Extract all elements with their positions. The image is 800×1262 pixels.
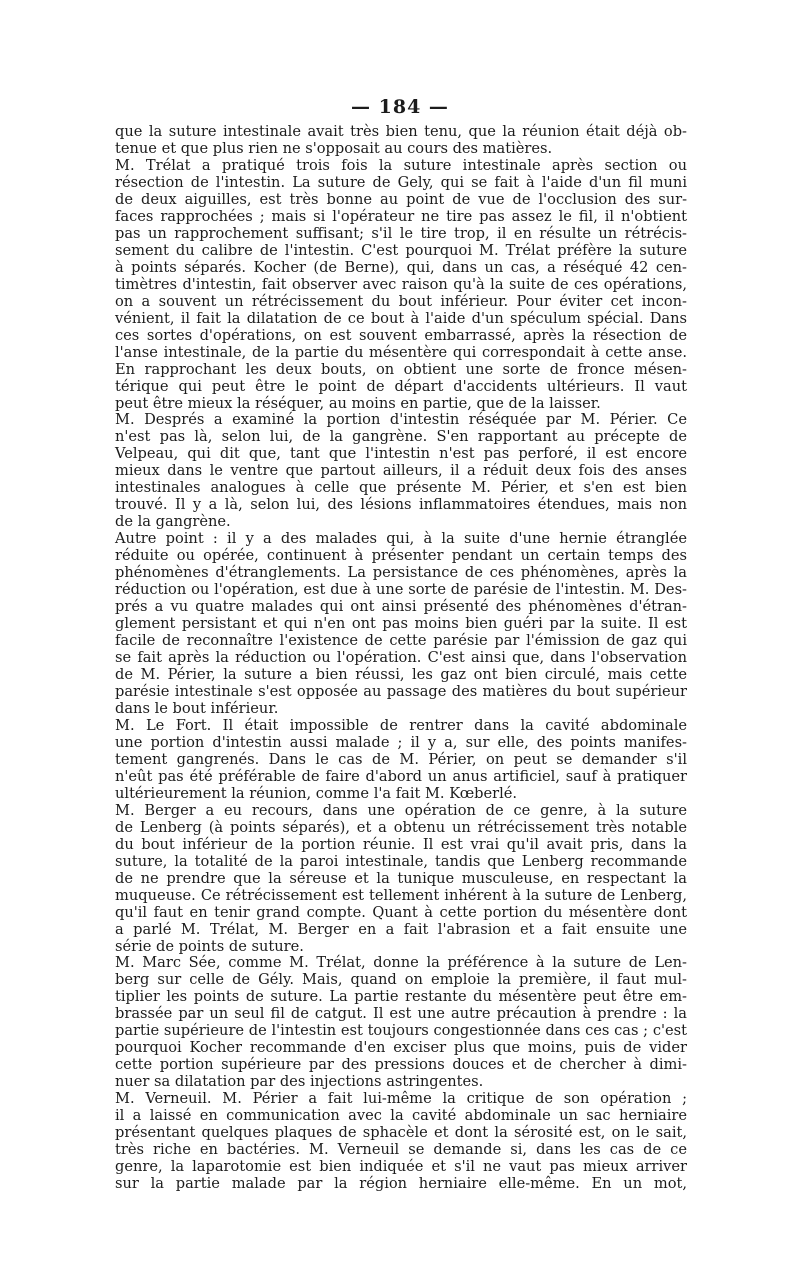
text-line: nuer sa dilatation par des injections astringentes. bbox=[115, 1073, 484, 1091]
text-line: M. Le Fort. Il était impossible de rentrer dans la cavité abdominale bbox=[115, 716, 687, 734]
text-line: Velpeau, qui dit que, tant que l'intestin n'est pas perforé, il est encore bbox=[115, 445, 687, 463]
text-line: peut être mieux la réséquer, au moins en partie, que de la laisser. bbox=[115, 394, 601, 412]
text-line: il a laissé en communication avec la cavité abdominale un sac herniaire bbox=[115, 1107, 687, 1125]
text-line: En rapprochant les deux bouts, on obtient une sorte de fronce mésen- bbox=[115, 360, 687, 378]
text-line: pas un rapprochement suffisant; s'il le tire trop, il en résulte un rétrécis- bbox=[115, 224, 687, 242]
text-line: de ne prendre que la séreuse et la tunique musculeuse, en respectant la bbox=[115, 869, 687, 887]
text-line: timètres d'intestin, fait observer avec raison qu'à la suite de ces opérations, bbox=[115, 275, 687, 293]
text-line: n'eût pas été préférable de faire d'abord un anus artificiel, sauf à pratiquer bbox=[115, 767, 687, 785]
text-line: présentant quelques plaques de sphacèle et dont la sérosité est, on le sait, bbox=[115, 1124, 687, 1142]
text-line: série de points de suture. bbox=[115, 937, 304, 955]
text-line: de deux aiguilles, est très bonne au point de vue de l'occlusion des sur- bbox=[115, 190, 687, 208]
text-line: parésie intestinale s'est opposée au passage des matières du bout supérieur bbox=[115, 682, 687, 700]
text-line: qu'il faut en tenir grand compte. Quant à cette portion du mésentère dont bbox=[115, 903, 687, 921]
text-line: dans le bout inférieur. bbox=[115, 699, 279, 717]
text-line: prés a vu quatre malades qui ont ainsi présenté des phénomènes d'étran- bbox=[115, 598, 687, 616]
text-line: à points séparés. Kocher (de Berne), qui, dans un cas, a réséqué 42 cen- bbox=[115, 258, 687, 276]
text-line: brassée par un seul fil de catgut. Il est une autre précaution à prendre : la bbox=[115, 1005, 687, 1023]
text-line: l'anse intestinale, de la partie du mésentère qui correspondait à cette anse. bbox=[115, 343, 687, 361]
text-line: muqueuse. Ce rétrécissement est tellement inhérent à la suture de Lenberg, bbox=[115, 886, 687, 904]
text-line: Autre point : il y a des malades qui, à la suite d'une hernie étranglée bbox=[115, 530, 687, 548]
body-text bbox=[115, 124, 687, 1193]
text-line: vénient, il fait la dilatation de ce bout à l'aide d'un spéculum spécial. Dans bbox=[115, 309, 687, 327]
text-line: se fait après la réduction ou l'opération. C'est ainsi que, dans l'observation bbox=[115, 649, 687, 667]
text-line: genre, la laparotomie est bien indiquée et s'il ne vaut pas mieux arriver bbox=[115, 1158, 687, 1176]
text-line: M. Berger a eu recours, dans une opération de ce genre, à la suture bbox=[115, 801, 687, 819]
text-line: de M. Périer, la suture a bien réussi, les gaz ont bien circulé, mais cette bbox=[115, 666, 687, 683]
text-line: on a souvent un rétrécissement du bout inférieur. Pour éviter cet incon- bbox=[115, 292, 687, 310]
text-line: M. Trélat a pratiqué trois fois la suture intestinale après section ou bbox=[115, 156, 687, 174]
text-line: de Lenberg (à points séparés), et a obtenu un rétrécissement très notable bbox=[115, 818, 687, 836]
text-line: mieux dans le ventre que partout ailleurs, il a réduit deux fois des anses bbox=[115, 462, 687, 480]
text-line: trouvé. Il y a là, selon lui, des lésions inflammatoires étendues, mais non bbox=[115, 496, 687, 514]
text-line: M. Després a examiné la portion d'intestin réséquée par M. Périer. Ce bbox=[115, 411, 687, 429]
text-line: intestinales analogues à celle que présente M. Périer, et s'en est bien bbox=[115, 479, 687, 497]
text-line: térique qui peut être le point de départ d'accidents ultérieurs. Il vaut bbox=[115, 377, 687, 395]
text-line: une portion d'intestin aussi malade ; il y a, sur elle, des points manifes- bbox=[115, 733, 687, 751]
text-line: glement persistant et qui n'en ont pas moins bien guéri par la suite. Il est bbox=[115, 615, 687, 633]
text-line: M. Verneuil. M. Périer a fait lui-même la critique de son opération ; bbox=[115, 1090, 687, 1108]
text-line: tement gangrenés. Dans le cas de M. Périer, on peut se demander s'il bbox=[115, 750, 687, 768]
text-line: suture, la totalité de la paroi intestinale, tandis que Lenberg recommande bbox=[115, 852, 687, 870]
text-line: du bout inférieur de la portion réunie. Il est vrai qu'il avait pris, dans la bbox=[115, 835, 687, 853]
text-line: tiplier les points de suture. La partie restante du mésentère peut être em- bbox=[115, 988, 687, 1006]
text-line: facile de reconnaître l'existence de cette parésie par l'émission de gaz qui bbox=[115, 632, 687, 650]
text-line: que la suture intestinale avait très bien tenu, que la réunion était déjà ob- bbox=[115, 123, 687, 140]
text-line: faces rapprochées ; mais si l'opérateur ne tire pas assez le fil, il n'obtient bbox=[115, 207, 687, 225]
text-line: cette portion supérieure par des pressions douces et de chercher à dimi- bbox=[115, 1056, 687, 1074]
text-line: M. Marc Sée, comme M. Trélat, donne la préférence à la suture de Len- bbox=[115, 954, 687, 972]
text-line: a parlé M. Trélat, M. Berger en a fait l'abrasion et a fait ensuite une bbox=[115, 920, 687, 938]
text-line: berg sur celle de Gély. Mais, quand on emploie la première, il faut mul- bbox=[115, 971, 687, 989]
text-line: ces sortes d'opérations, on est souvent embarrassé, après la résection de bbox=[115, 326, 687, 344]
text-line: phénomènes d'étranglements. La persistance de ces phénomènes, après la bbox=[115, 564, 687, 582]
text-line: sur la partie malade par la région herniaire elle-même. En un mot, bbox=[115, 1175, 687, 1193]
text-line: ultérieurement la réunion, comme l'a fait M. Kœberlé. bbox=[115, 784, 518, 802]
text-line: pourquoi Kocher recommande d'en exciser plus que moins, puis de vider bbox=[115, 1039, 687, 1057]
text-line: tenue et que plus rien ne s'opposait au cours des matières. bbox=[115, 139, 553, 157]
text-line: partie supérieure de l'intestin est toujours congestionnée dans ces cas ; c'est bbox=[115, 1022, 687, 1040]
text-line: n'est pas là, selon lui, de la gangrène. S'en rapportant au précepte de bbox=[115, 428, 687, 446]
text-line: sement du calibre de l'intestin. C'est pourquoi M. Trélat préfère la suture bbox=[115, 241, 687, 259]
page-number: — 184 — bbox=[351, 96, 449, 118]
text-line: très riche en bactéries. M. Verneuil se demande si, dans les cas de ce bbox=[115, 1141, 687, 1159]
text-line: réduite ou opérée, continuent à présenter pendant un certain temps des bbox=[115, 547, 687, 565]
text-line: résection de l'intestin. La suture de Gely, qui se fait à l'aide d'un fil muni bbox=[115, 173, 687, 191]
text-line: réduction ou l'opération, est due à une sorte de parésie de l'intestin. M. Des- bbox=[115, 581, 687, 599]
text-line: de la gangrène. bbox=[115, 513, 231, 531]
